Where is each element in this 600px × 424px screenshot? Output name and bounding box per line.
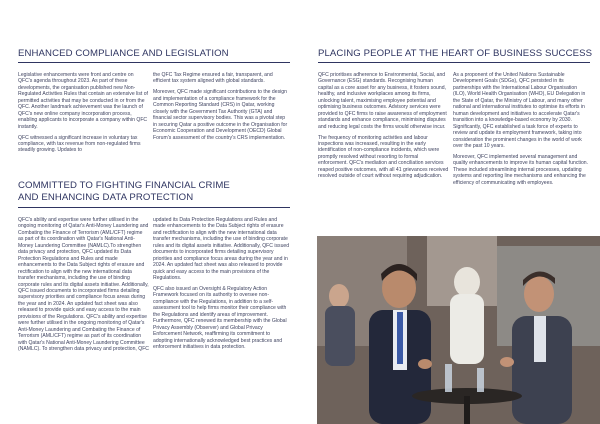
paragraph: Legislative enhancements were front and centre on QFC's agenda throughout 2023. As part of these developments, the organisation published new Non-Regulated Activities Rules that contain an extensive list of permitted activities that may be conducted in or from the QFC. Another landmark achievement was the launch of QFC's new online company incorporation process, enabling applicants to incorporate a company within QFC instantly. [18, 72, 148, 130]
people-column-1 [318, 72, 449, 184]
paragraph: Moreover, QFC made significant contributions to the design and implementation of a compliance framework for the Common Reporting Standard (CRS) in Qatar, working closely with the Government Tax Authority (GTA) and financial sector supervisory bodies. This was a pivotal step in securing Qatar a positive outcome in the Organisation for Economic Cooperation and Development (OECD) Global Forum's assessment of the country's CRS implementation. [153, 89, 288, 141]
compliance-column-2 [153, 72, 290, 146]
paragraph: QFC also issued an Oversight & Regulatory Action Framework focused on its authority to oversee non-compliance with the Regulations, in addition to a self-assessment tool to help firms monitor their compliance with the Regulations and identify areas of improvement. Furthermore, QFC renewed its membership with the Global Privacy Assembly (Observer) and Global Privacy Enforcement Network, reaffirming its commitment to adopting internationally acknowledged best practices and enforcement initiatives in data protection. [153, 286, 287, 351]
paragraph: The frequency of monitoring activities and labour inspections was increased, resulting in the early identification of non-compliance incidents, which were promptly resolved without resorting to formal enforcement. QFC's mediation and conciliation services reaped positive outcomes, with all 41 grievances received resolved outside of court without requiring adjudication. [318, 134, 449, 180]
crime-heading-line1: COMMITTED TO FIGHTING FINANCIAL CRIME [18, 180, 230, 191]
compliance-column-1 [18, 72, 149, 158]
paragraph: QFC witnessed a significant increase in voluntary tax compliance, with tax revenue from non-regulated firms steadily growing. Updates to [18, 134, 141, 154]
paragraph: As a proponent of the United Nations Sustainable Development Goals (SDGs), QFC persisted in its partnerships with the International Labour Organisation (ILO), World Health Organisation (WHO), EU Delegation in the State of Qatar, the Ministry of Labour, and many other national and international institutes to optimise its efforts in human development and initiatives to accelerate Qatar's transition into a knowledge-based economy by 2030. Significantly, QFC established a task force of experts to review and update its employment framework, taking into consideration the prominent changes in the world of work over the past 10 years. [453, 72, 586, 149]
paragraph: Moreover, QFC implemented several management and quality enhancements to improve its human capital function. These included streamlining internal processes, updating systems and reporting line mechanisms and enhancing the efficiency of communicating with employees. [453, 153, 589, 186]
crime-column-2 [153, 217, 290, 355]
crime-heading [18, 180, 298, 203]
paragraph: updated its Data Protection Regulations and Rules and made enhancements to the Data Subject rights of erasure and rectification to align with the new international data transfer mechanisms, including the use of binding corporate rules and its digital assets initiative. Additionally, QFC issued documents to incorporated firms detailing supervisory priorities and compliance focus areas during the year and in 2024. An updated fact sheet was also released to provide quick and easy access to the main provisions of the Regulations. [153, 217, 290, 282]
paragraph: QFC's ability and expertise were further utilised in the ongoing monitoring of Qatar's Anti-Money Laundering and Combating the Finance of Terrorism (AML/CFT) regime as part of its coordination with Qatar's National Anti-Money Laundering Committee (NAMLC).To strengthen data privacy and protection, QFC updated its Data Protection Regulations and Rules and made enhancements to the Data Subject rights of erasure and rectification to align with the new international data transfer mechanisms, including the use of binding corporate rules and its digital assets initiative. Additionally, QFC issued documents to incorporated firms detailing supervisory priorities and compliance focus areas during the year and in 2024. An updated fact sheet was also released to provide quick and easy access to the main provisions of the Regulations. QFC's ability and expertise were further utilised in the ongoing monitoring of Qatar's Anti-Money Laundering and Combating the Finance of Terrorism (AML/CFT) regime as part of its coordination with Qatar's National Anti-Money Laundering Committee (NAMLC). To strengthen data privacy and protection, QFC [18, 217, 149, 353]
crime-heading-line2: AND ENHANCING DATA PROTECTION [18, 191, 194, 203]
event-photo-illustration [317, 236, 600, 424]
crime-column-1 [18, 217, 149, 357]
compliance-heading-rule [18, 62, 290, 63]
paragraph: QFC prioritises adherence to Environmental, Social, and Governance (ESG) standards. Recognising human capital as a core asset for any business, it fosters sound, healthy, and inclusive workplaces among its firms, unlocking talent, maximising employee potential and optimising business outcomes. Advisory services were provided to QFC firms to raise awareness of employment standards and enhance compliance, minimising disputes and reducing legal costs the firms would otherwise incur. [318, 72, 447, 130]
event-photo [317, 236, 600, 424]
people-heading: PLACING PEOPLE AT THE HEART OF BUSINESS SUCCESS [318, 48, 593, 59]
compliance-heading: ENHANCED COMPLIANCE AND LEGISLATION [18, 48, 229, 59]
crime-heading-rule [18, 207, 290, 208]
people-heading-rule [318, 62, 590, 63]
paragraph: the QFC Tax Regime ensured a fair, transparent, and efficient tax system aligned with global standards. [153, 72, 273, 85]
people-column-2 [453, 72, 590, 191]
